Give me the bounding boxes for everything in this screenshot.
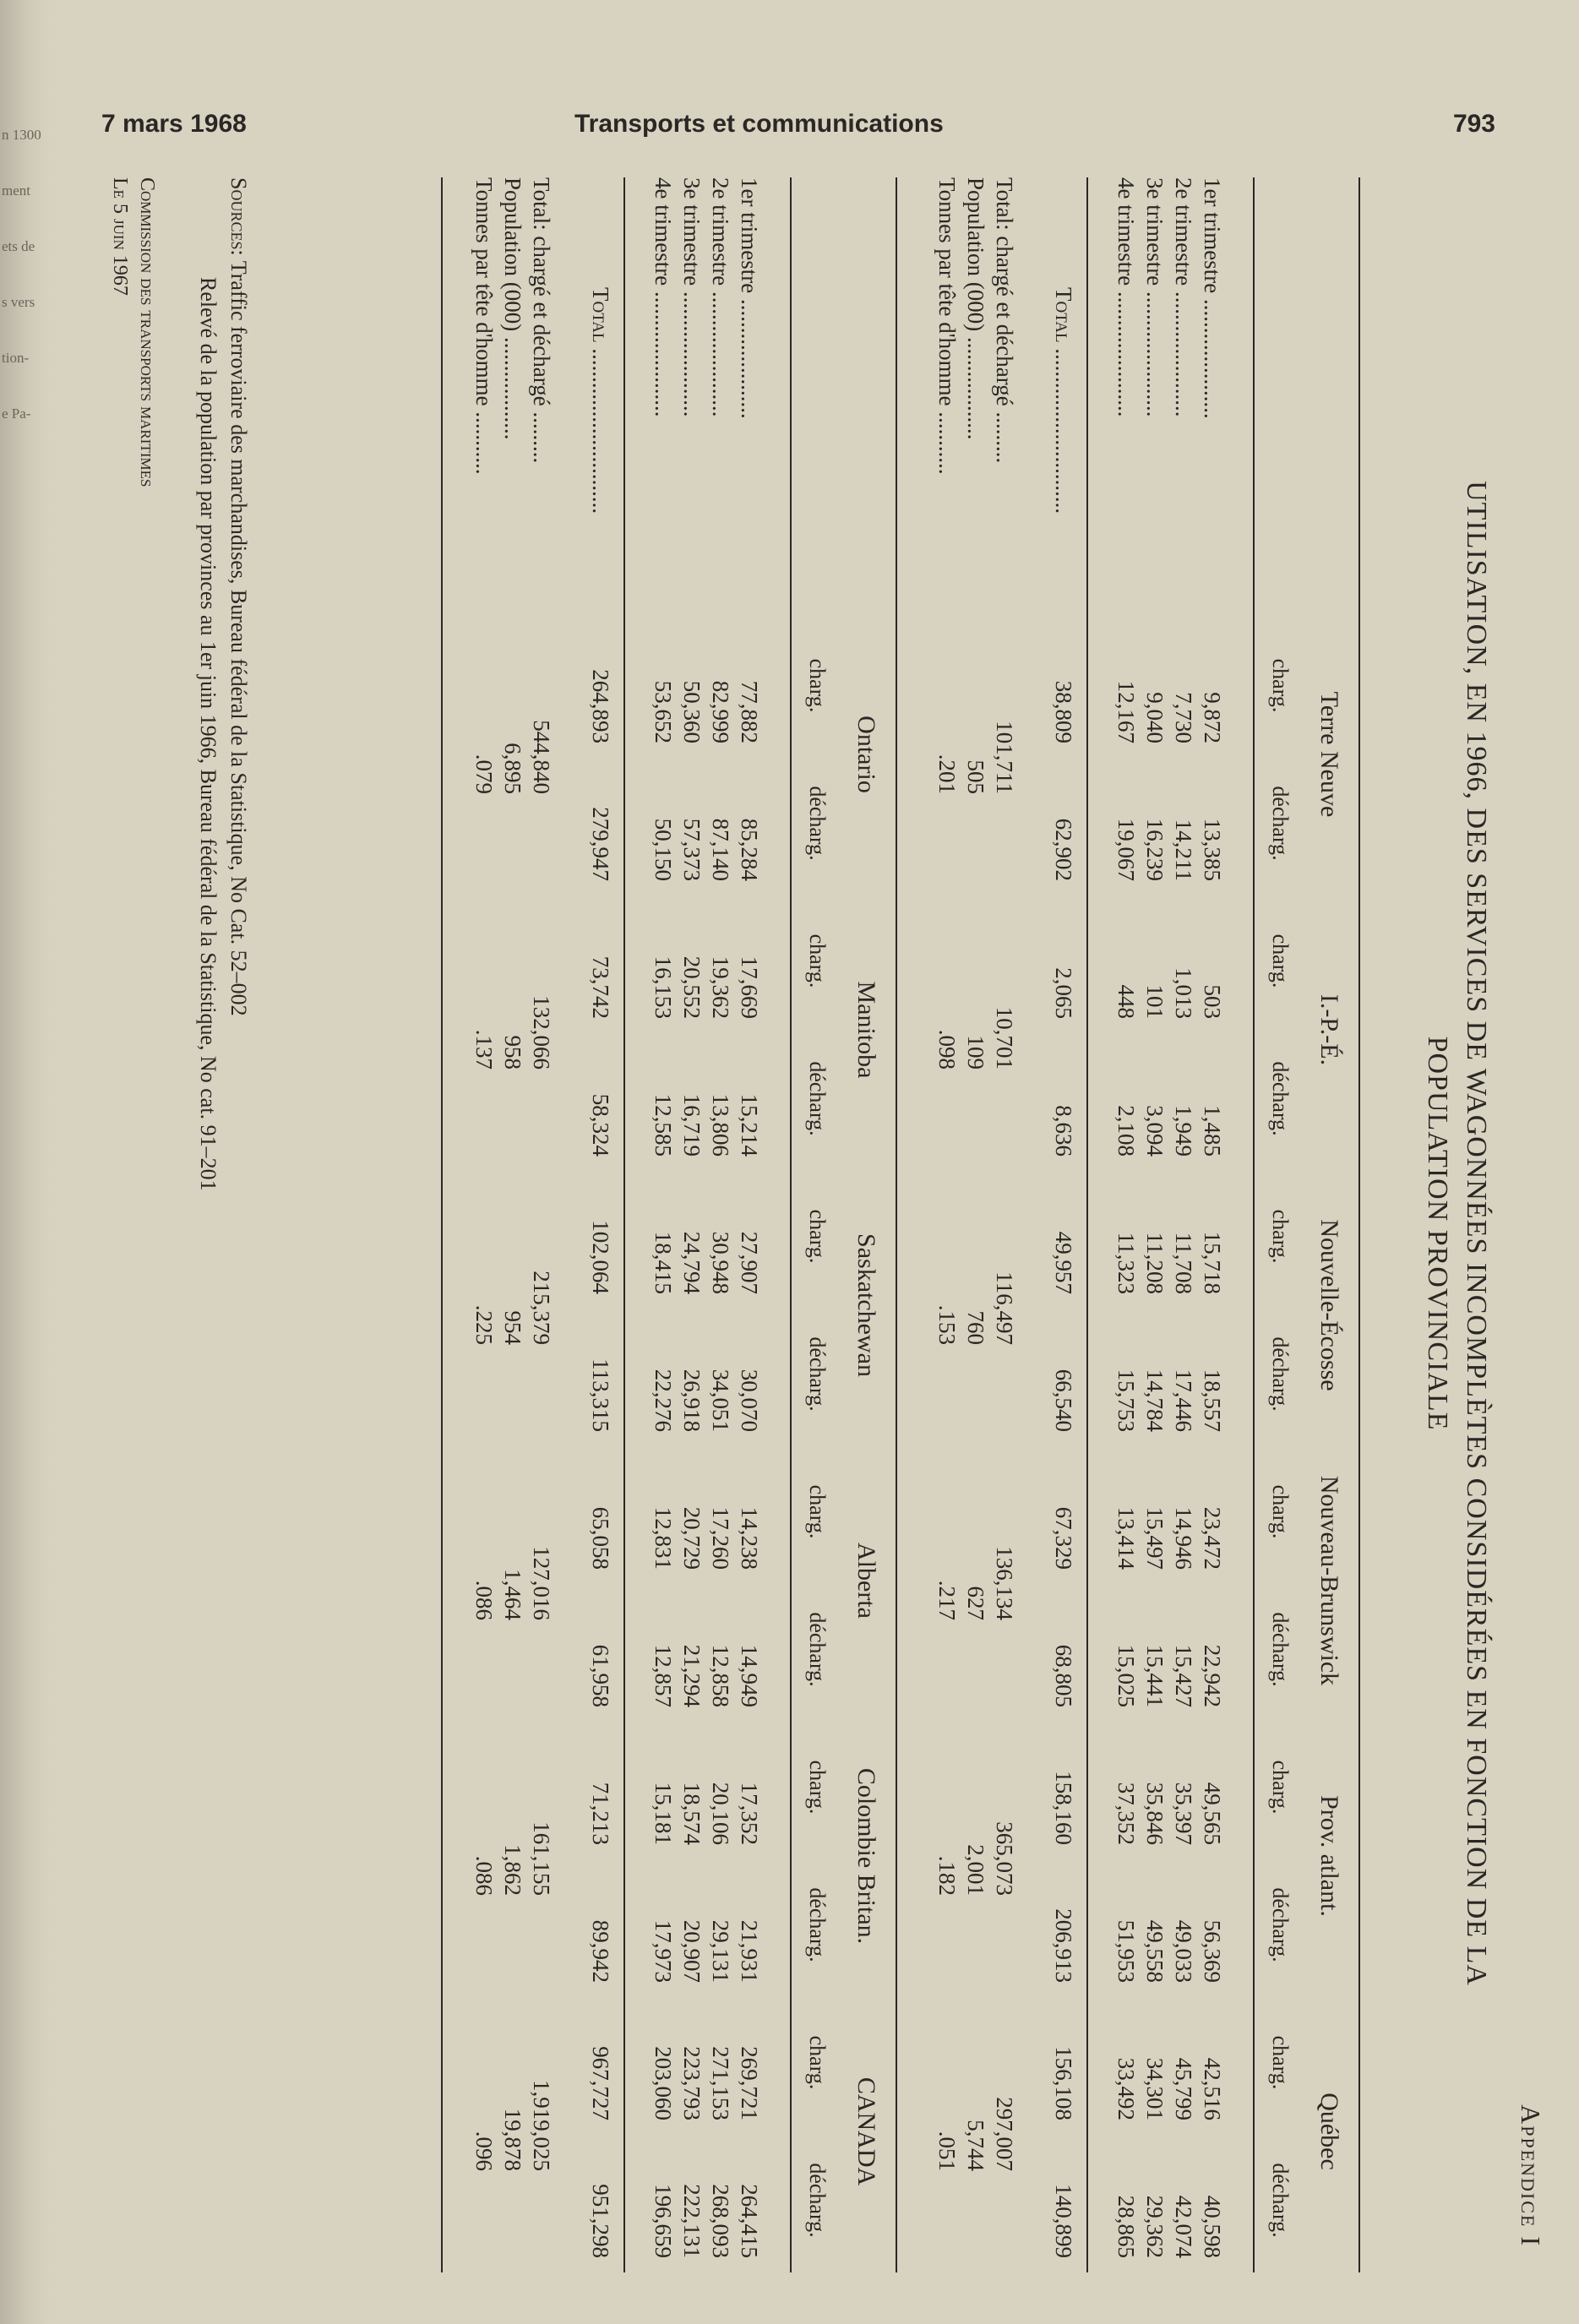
sub-header-charg: charg.	[1268, 658, 1293, 713]
cell-value: 30,070	[737, 1369, 762, 1432]
table-rule	[1358, 177, 1360, 2272]
cell-value: 51,953	[1113, 1919, 1139, 1983]
commission-name: Commission des transports maritimes	[136, 177, 158, 487]
sources-note	[193, 177, 253, 1191]
cell-value: 503	[1200, 984, 1225, 1019]
cell-value: 269,721	[737, 2046, 762, 2120]
cell-value: 19,362	[708, 955, 733, 1019]
quarter-label: 3e trimestre ......................	[679, 177, 705, 417]
cell-value: 18,557	[1200, 1369, 1225, 1432]
quarter-label: 1er trimestre .....................	[737, 177, 762, 419]
cell-value: 203,060	[651, 2046, 676, 2120]
quarter-label: 1er trimestre .....................	[1200, 177, 1225, 419]
cell-value: 30,948	[708, 1231, 733, 1294]
cell-value: 20,907	[679, 1919, 705, 1983]
cell-value: 14,211	[1171, 819, 1196, 881]
cell-value: 2,108	[1113, 1105, 1139, 1157]
sub-header-decharg: décharg.	[805, 2163, 830, 2238]
cell-value: 1,013	[1171, 967, 1196, 1019]
total-value: 156,108	[1051, 2046, 1076, 2120]
cell-value: 12,857	[651, 1644, 676, 1707]
cell-value: 11,323	[1113, 1232, 1139, 1294]
province-header: Ontario	[852, 716, 880, 793]
summary-value: .079	[471, 754, 497, 794]
summary-value: 101,711	[992, 721, 1017, 794]
rotated-table-block	[110, 177, 1546, 2272]
quarter-label: 2e trimestre ......................	[1171, 177, 1196, 417]
summary-value: 127,016	[529, 1546, 554, 1620]
total-value: 89,942	[588, 1919, 613, 1983]
total-value: 158,160	[1051, 1771, 1076, 1845]
cell-value: 9,872	[1200, 692, 1225, 743]
summary-value: 365,073	[992, 1821, 1017, 1896]
cell-value: 12,831	[651, 1506, 676, 1570]
summary-value: 19,878	[500, 2108, 525, 2171]
sub-header-decharg: décharg.	[1268, 1336, 1293, 1412]
total-value: 38,809	[1051, 680, 1076, 743]
page-header	[101, 110, 1495, 152]
cell-value: 17,446	[1171, 1369, 1196, 1432]
cell-value: 1,485	[1200, 1105, 1225, 1157]
summary-value: .217	[934, 1580, 960, 1620]
spine-fragment: ets de	[2, 238, 35, 254]
quarter-label: 4e trimestre ......................	[651, 177, 676, 417]
total-value: 140,899	[1051, 2184, 1076, 2258]
summary-value: .225	[471, 1304, 497, 1345]
table-rule	[1253, 177, 1255, 2272]
sub-header-decharg: décharg.	[805, 1612, 830, 1687]
summary-value: .096	[471, 2131, 497, 2171]
province-header: Alberta	[852, 1543, 880, 1619]
summary-value: 1,862	[500, 1844, 525, 1896]
province-header: Nouveau-Brunswick	[1315, 1475, 1343, 1686]
cell-value: 20,729	[679, 1506, 705, 1570]
summary-value: 116,497	[992, 1271, 1017, 1345]
cell-value: 7,730	[1171, 692, 1196, 743]
total-value: 264,893	[588, 669, 613, 743]
cell-value: 29,362	[1142, 2195, 1168, 2258]
total-value: 967,727	[588, 2046, 613, 2120]
total-value: 951,298	[588, 2184, 613, 2258]
cell-value: 15,427	[1171, 1644, 1196, 1707]
cell-value: 21,931	[737, 1919, 762, 1983]
cell-value: 15,753	[1113, 1369, 1139, 1432]
sub-header-decharg: décharg.	[1268, 1887, 1293, 1962]
cell-value: 14,784	[1142, 1369, 1168, 1432]
cell-value: 16,153	[651, 955, 676, 1019]
cell-value: 34,051	[708, 1369, 733, 1432]
summary-value: .051	[934, 2131, 960, 2171]
cell-value: 15,441	[1142, 1644, 1168, 1707]
commission-signature	[106, 177, 161, 487]
sub-header-charg: charg.	[805, 658, 830, 713]
sub-header-decharg: décharg.	[1268, 786, 1293, 861]
total-value: 62,902	[1051, 818, 1076, 881]
summary-value: 109	[963, 1035, 988, 1069]
cell-value: 40,598	[1200, 2195, 1225, 2258]
total-value: 68,805	[1051, 1644, 1076, 1707]
total-value: 102,064	[588, 1220, 613, 1294]
summary-value: 954	[500, 1310, 525, 1345]
summary-value: 627	[963, 1586, 988, 1620]
sub-header-charg: charg.	[1268, 1760, 1293, 1815]
cell-value: 9,040	[1142, 692, 1168, 743]
cell-value: 17,669	[737, 955, 762, 1019]
summary-value: 544,840	[529, 720, 554, 794]
spine-fragment: ment	[2, 182, 30, 199]
cell-value: 13,806	[708, 1093, 733, 1157]
cell-value: 42,516	[1200, 2057, 1225, 2120]
cell-value: 17,260	[708, 1506, 733, 1570]
cell-value: 12,858	[708, 1644, 733, 1707]
cell-value: 15,025	[1113, 1644, 1139, 1707]
spine-fragment: tion-	[2, 350, 30, 366]
cell-value: 37,352	[1113, 1782, 1139, 1845]
province-header: Québec	[1315, 2093, 1343, 2170]
sub-header-decharg: décharg.	[805, 1887, 830, 1962]
cell-value: 82,999	[708, 680, 733, 743]
cell-value: 13,414	[1113, 1506, 1139, 1570]
book-spine-shadow	[0, 0, 51, 2324]
summary-value: .086	[471, 1855, 497, 1896]
cell-value: 22,276	[651, 1369, 676, 1432]
cell-value: 12,585	[651, 1093, 676, 1157]
spine-fragment: e Pa-	[2, 405, 31, 422]
cell-value: 12,167	[1113, 680, 1139, 743]
sub-header-decharg: décharg.	[1268, 2163, 1293, 2238]
cell-value: 17,973	[651, 1919, 676, 1983]
province-header: Manitoba	[852, 981, 880, 1079]
summary-value: 1,919,025	[529, 2080, 554, 2171]
total-value: 206,913	[1051, 1908, 1076, 1983]
province-header: I.-P.-É.	[1315, 993, 1343, 1066]
cell-value: 222,131	[679, 2184, 705, 2258]
total-value: 58,324	[588, 1093, 613, 1157]
sub-header-charg: charg.	[1268, 933, 1293, 988]
cell-value: 57,373	[679, 818, 705, 881]
cell-value: 223,793	[679, 2046, 705, 2120]
appendix-label: Appendice I	[1516, 2104, 1546, 2247]
sub-header-charg: charg.	[1268, 2035, 1293, 2090]
table-rule	[896, 177, 897, 2272]
sub-header-decharg: décharg.	[1268, 1061, 1293, 1136]
sources-line-1: Traffic ferroviaire des marchandises, Bureau fédéral de la Statistique, No Cat. 52–002	[226, 260, 251, 1016]
cell-value: 11,708	[1171, 1232, 1196, 1294]
sub-header-charg: charg.	[805, 1209, 830, 1264]
cell-value: 42,074	[1171, 2195, 1196, 2258]
summary-value: .201	[934, 754, 960, 794]
province-header: CANADA	[852, 2076, 880, 2186]
summary-label: Total: chargé et déchargé .........	[992, 177, 1017, 464]
header-title: Transports et communications	[574, 110, 944, 138]
table-rule	[441, 177, 443, 2272]
cell-value: 18,415	[651, 1231, 676, 1294]
total-value: 8,636	[1051, 1105, 1076, 1157]
cell-value: 28,865	[1113, 2195, 1139, 2258]
summary-value: 297,007	[992, 2097, 1017, 2171]
total-value: 49,957	[1051, 1231, 1076, 1294]
summary-value: .098	[934, 1029, 960, 1069]
sub-header-charg: charg.	[805, 2035, 830, 2090]
summary-value: 5,744	[963, 2120, 988, 2171]
cell-value: 87,140	[708, 818, 733, 881]
table-rule	[1086, 177, 1088, 2272]
cell-value: 18,574	[679, 1782, 705, 1845]
summary-value: 161,155	[529, 1821, 554, 1896]
table-rule	[790, 177, 792, 2272]
sources-label: Sources:	[226, 177, 251, 256]
cell-value: 101	[1142, 984, 1168, 1019]
commission-date: Le 5 juin 1967	[109, 177, 131, 296]
cell-value: 14,946	[1171, 1506, 1196, 1570]
total-value: 67,329	[1051, 1506, 1076, 1570]
cell-value: 77,882	[737, 680, 762, 743]
sub-header-charg: charg.	[1268, 1484, 1293, 1539]
cell-value: 49,558	[1142, 1919, 1168, 1983]
province-header: Saskatchewan	[852, 1233, 880, 1377]
table-title: UTILISATION, EN 1966, DES SERVICES DE WAGONNÉES INCOMPLÈTES CONSIDÉRÉES EN FONCTION DE LA POPULATION PROVINCIALE	[1422, 481, 1492, 1986]
summary-label: Tonnes par tête d'homme ...........	[471, 177, 497, 475]
quarter-label: 2e trimestre ......................	[708, 177, 733, 417]
quarter-label: 3e trimestre ......................	[1142, 177, 1168, 417]
cell-value: 20,106	[708, 1782, 733, 1845]
province-header: Nouvelle-Écosse	[1315, 1219, 1343, 1391]
summary-label: Total: chargé et déchargé .........	[529, 177, 554, 464]
province-header: Terre Neuve	[1315, 691, 1343, 818]
cell-value: 19,067	[1113, 818, 1139, 881]
cell-value: 448	[1113, 984, 1139, 1019]
summary-value: 10,701	[992, 1006, 1017, 1069]
sources-line-2: Relevé de la population par provinces au 1er juin 1966, Bureau fédéral de la Statistique, No cat. 91–201	[196, 277, 221, 1191]
sub-header-decharg: décharg.	[805, 786, 830, 861]
summary-label: Population (000) ..................	[963, 177, 988, 440]
summary-value: 132,066	[529, 995, 554, 1069]
sub-header-charg: charg.	[805, 1484, 830, 1539]
cell-value: 24,794	[679, 1231, 705, 1294]
total-value: 73,742	[588, 955, 613, 1019]
cell-value: 21,294	[679, 1644, 705, 1707]
cell-value: 35,397	[1171, 1782, 1196, 1845]
total-value: 71,213	[588, 1782, 613, 1845]
cell-value: 20,552	[679, 955, 705, 1019]
total-label: Total .............................	[1051, 287, 1076, 514]
cell-value: 50,150	[651, 818, 676, 881]
cell-value: 33,492	[1113, 2057, 1139, 2120]
cell-value: 1,949	[1171, 1105, 1196, 1157]
province-header: Prov. atlant.	[1315, 1795, 1343, 1917]
sub-header-charg: charg.	[805, 1760, 830, 1815]
cell-value: 268,093	[708, 2184, 733, 2258]
cell-value: 13,385	[1200, 818, 1225, 881]
summary-value: 136,134	[992, 1546, 1017, 1620]
header-date: 7 mars 1968	[101, 110, 247, 138]
cell-value: 45,799	[1171, 2057, 1196, 2120]
cell-value: 3,094	[1142, 1105, 1168, 1157]
cell-value: 196,659	[651, 2184, 676, 2258]
cell-value: 16,719	[679, 1093, 705, 1157]
total-value: 279,947	[588, 807, 613, 881]
summary-value: 1,464	[500, 1569, 525, 1620]
spine-fragment: n 1300	[2, 127, 41, 143]
sub-header-decharg: décharg.	[805, 1336, 830, 1412]
table-rule	[623, 177, 625, 2272]
total-value: 61,958	[588, 1644, 613, 1707]
sub-header-decharg: décharg.	[805, 1061, 830, 1136]
summary-label: Tonnes par tête d'homme ...........	[934, 177, 960, 475]
cell-value: 11,208	[1142, 1232, 1168, 1294]
total-value: 2,065	[1051, 967, 1076, 1019]
cell-value: 15,214	[737, 1093, 762, 1157]
cell-value: 56,369	[1200, 1919, 1225, 1983]
total-value: 113,315	[588, 1358, 613, 1432]
summary-value: .086	[471, 1580, 497, 1620]
summary-label: Population (000) ..................	[500, 177, 525, 440]
spine-fragment: s vers	[2, 294, 35, 310]
cell-value: 15,497	[1142, 1506, 1168, 1570]
cell-value: 23,472	[1200, 1506, 1225, 1570]
total-value: 66,540	[1051, 1369, 1076, 1432]
cell-value: 49,033	[1171, 1919, 1196, 1983]
cell-value: 26,918	[679, 1369, 705, 1432]
cell-value: 29,131	[708, 1919, 733, 1983]
summary-value: 215,379	[529, 1271, 554, 1345]
summary-value: .153	[934, 1304, 960, 1345]
summary-value: .182	[934, 1855, 960, 1896]
summary-value: 505	[963, 759, 988, 794]
summary-value: 958	[500, 1035, 525, 1069]
spine-text-fragments	[2, 127, 51, 461]
summary-value: 2,001	[963, 1844, 988, 1896]
total-label: Total .............................	[588, 287, 613, 514]
cell-value: 15,718	[1200, 1231, 1225, 1294]
cell-value: 34,301	[1142, 2057, 1168, 2120]
cell-value: 35,846	[1142, 1782, 1168, 1845]
page-number: 793	[1452, 110, 1495, 138]
cell-value: 17,352	[737, 1782, 762, 1845]
summary-value: .137	[471, 1029, 497, 1069]
cell-value: 14,238	[737, 1506, 762, 1570]
sub-header-charg: charg.	[805, 933, 830, 988]
cell-value: 15,181	[651, 1782, 676, 1845]
cell-value: 22,942	[1200, 1644, 1225, 1707]
province-header: Colombie Britan.	[852, 1767, 880, 1945]
sub-header-charg: charg.	[1268, 1209, 1293, 1264]
cell-value: 264,415	[737, 2184, 762, 2258]
total-value: 65,058	[588, 1506, 613, 1570]
quarter-label: 4e trimestre ......................	[1113, 177, 1139, 417]
sub-header-decharg: décharg.	[1268, 1612, 1293, 1687]
summary-value: 760	[963, 1310, 988, 1345]
summary-value: 6,895	[500, 743, 525, 794]
cell-value: 50,360	[679, 680, 705, 743]
cell-value: 16,239	[1142, 818, 1168, 881]
cell-value: 85,284	[737, 818, 762, 881]
cell-value: 271,153	[708, 2046, 733, 2120]
cell-value: 14,949	[737, 1644, 762, 1707]
cell-value: 27,907	[737, 1231, 762, 1294]
cell-value: 53,652	[651, 680, 676, 743]
cell-value: 49,565	[1200, 1782, 1225, 1845]
